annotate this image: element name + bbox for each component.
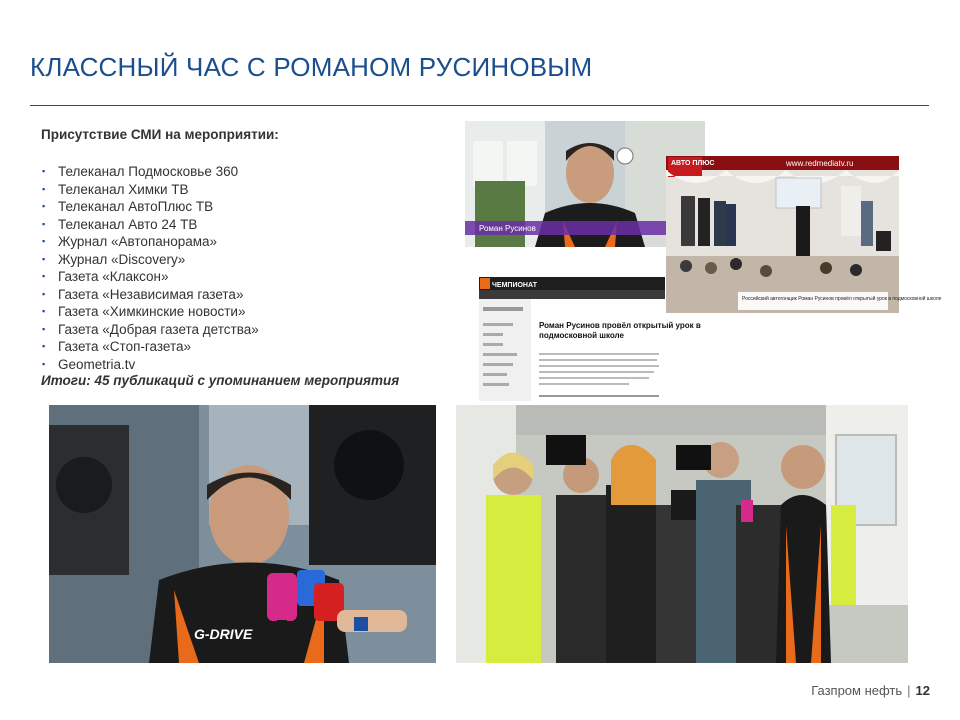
bullet-icon: ▪ (42, 306, 46, 316)
slide-title: КЛАССНЫЙ ЧАС С РОМАНОМ РУСИНОВЫМ (30, 52, 593, 82)
svg-text:G-DRIVE: G-DRIVE (194, 626, 253, 642)
tv-caption: Роман Русинов (479, 224, 536, 233)
avtoplus-tv-screenshot (666, 156, 942, 313)
page-number: 12 (915, 683, 930, 698)
title-divider (30, 105, 929, 106)
article-headline-line1: Роман Русинов провёл открытый урок в (539, 321, 701, 330)
bullet-icon: ▪ (42, 358, 46, 369)
bullet-icon: ▪ (42, 288, 46, 299)
bullet-icon: ▪ (42, 183, 46, 194)
list-item: ▪ Телеканал Подмосковье 360 (42, 164, 239, 179)
bullet-icon: ▪ (42, 166, 46, 176)
avto-caption: Российский автогонщик Роман Русинов провёл открытый урок в подмосковной школе (742, 296, 942, 302)
avto-url: www.redmediatv.ru (786, 159, 854, 168)
article-site-name: ЧЕМПИОНАТ (492, 282, 537, 289)
list-item: ▪ Телеканал АвтоПлюс ТВ (42, 199, 214, 214)
list-item: ▪ Газета «Клаксон» (42, 269, 169, 284)
list-item: ▪ Geometria.tv (42, 356, 136, 372)
list-item: ▪ Газета «Стоп-газета» (42, 339, 192, 354)
slide-footer (811, 683, 930, 698)
avto-logo: АВТО ПЛЮС (671, 160, 715, 167)
press-scrum-photo (456, 405, 908, 663)
championat-article-screenshot (479, 277, 701, 401)
media-list (41, 163, 259, 373)
bullet-icon: ▪ (42, 271, 46, 281)
article-headline-line2: подмосковной школе (539, 331, 624, 340)
list-item: ▪ Газета «Химкинские новости» (42, 304, 246, 319)
bullet-icon: ▪ (42, 341, 46, 351)
list-item: ▪ Телеканал Авто 24 ТВ (42, 216, 198, 232)
list-item: ▪ Газета «Независимая газета» (42, 286, 244, 302)
racer-interview-photo (49, 405, 436, 663)
bullet-icon: ▪ (42, 218, 46, 229)
bullet-icon: ▪ (42, 253, 46, 264)
list-item: ▪ Журнал «Discovery» (42, 251, 186, 267)
footer-company: Газпром нефть (811, 683, 903, 698)
bullet-icon: ▪ (42, 236, 46, 246)
footer-separator: | (907, 683, 911, 698)
list-item: ▪ Журнал «Автопанорама» (42, 234, 218, 249)
media-presence-heading: Присутствие СМИ на мероприятии: (41, 127, 279, 142)
list-item: ▪ Газета «Добрая газета детства» (42, 321, 259, 337)
bullet-icon: ▪ (42, 323, 46, 334)
bullet-icon: ▪ (42, 201, 46, 211)
list-item: ▪ Телеканал Химки ТВ (42, 181, 189, 197)
publications-summary: Итоги: 45 публикаций с упоминанием мероприятия (41, 373, 400, 388)
